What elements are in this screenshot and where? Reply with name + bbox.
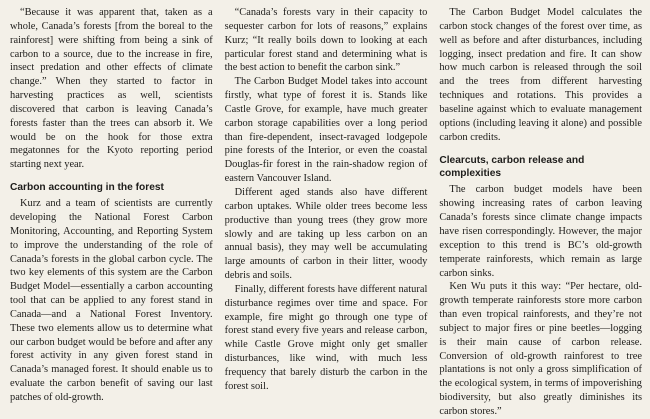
paragraph: Ken Wu puts it this way: “Per hectare, old-growth temperate rainforests store more carbon than even tropical rainforests, and they’re not subject to major fires or pine beetles—logging is their main cause of carbon release. Conversion of old-growth rainforest to tree plantations is not only a gross simplification of the ecological system, in terms of impoverishing biodiversity, but also greatly diminishes its carbon stores.”	[439, 281, 643, 417]
paragraph: “Because it was apparent that, taken as a whole, Canada’s forests [from the boreal to the rainforest] were shifting from being a sink of carbon to a source, due to the increase in fire, insect predation and other effects of climate change.” When they started to factor in harvesting practices as well, scientists discovered that carbon is leaving Canada’s forests faster than the trees can absorb it. We would be on the hook for those extra megatonnes for the Kyoto reporting period starting next year.	[10, 7, 213, 171]
paragraph: The Carbon Budget Model calculates the carbon stock changes of the forest over time, as well as before and after disturbances, including logging, insect predation and fire. It can show how much carbon is released through the soil and the trees from different harvesting techniques and rotations. This provides a baseline against which to evaluate management options (including leaving it alone) and possible carbon credits.	[439, 7, 643, 143]
paragraph: Finally, different forests have different natural disturbance regimes over time and space. For example, fire might go through one type of forest stand every five years and release carbon, while Castle Grove might only get smaller disturbances, like wind, with much less frequency that barely disturb the carbon in the forest soil.	[224, 283, 428, 392]
column-3	[439, 6, 643, 417]
column-1	[10, 6, 213, 413]
paragraph: The Carbon Budget Model takes into account firstly, what type of forest it is. Stands like Castle Grove, for example, have much greater carbon storage capabilities over a long period than fire-dependent, insect-ravaged lodgepole pine forests of the Interior, or even the coastal Douglas-fir forest in the rain-shadow region of eastern Vancouver Island.	[224, 76, 428, 185]
column-2	[225, 6, 428, 413]
paragraph: The carbon budget models have been showing increasing rates of carbon leaving Canada’s forests since climate change impacts have risen correspondingly. However, the major exception to this trend is BC’s old-growth temperate rainforests, which remain as large carbon sinks.	[439, 184, 643, 279]
paragraph: Kurz and a team of scientists are currently developing the National Forest Carbon Monitoring, Accounting, and Reporting System to improve the understanding of the role of Canada’s forests in the global carbon cycle. The two key elements of this system are the Carbon Budget Model—essentially a carbon accounting tool that can be applied to any forest stand in Canada—and a National Forest Inventory. These two elements allow us to determine what our carbon budget would be before and after any forest activity in any given forest stand in Canada’s managed forest. It should enable us to evaluate the carbon benefit of saving our last patches of old-growth.	[10, 198, 213, 403]
paragraph: Different aged stands also have different carbon uptakes. While older trees become less productive than young trees (they grow more slowly and are taking up less carbon on an annual basis), they may well be accumulating large amounts of carbon in their litter, woody debris and soils.	[224, 186, 428, 282]
paragraph: “Canada’s forests vary in their capacity to sequester carbon for lots of reasons,” explains Kurz; “It really boils down to looking at each particular forest stand and determining what is the best action to benefit the carbon sink.”	[224, 7, 428, 74]
section-heading: Clearcuts, carbon release and complexities	[439, 155, 585, 180]
section-heading: Carbon accounting in the forest	[10, 182, 164, 194]
